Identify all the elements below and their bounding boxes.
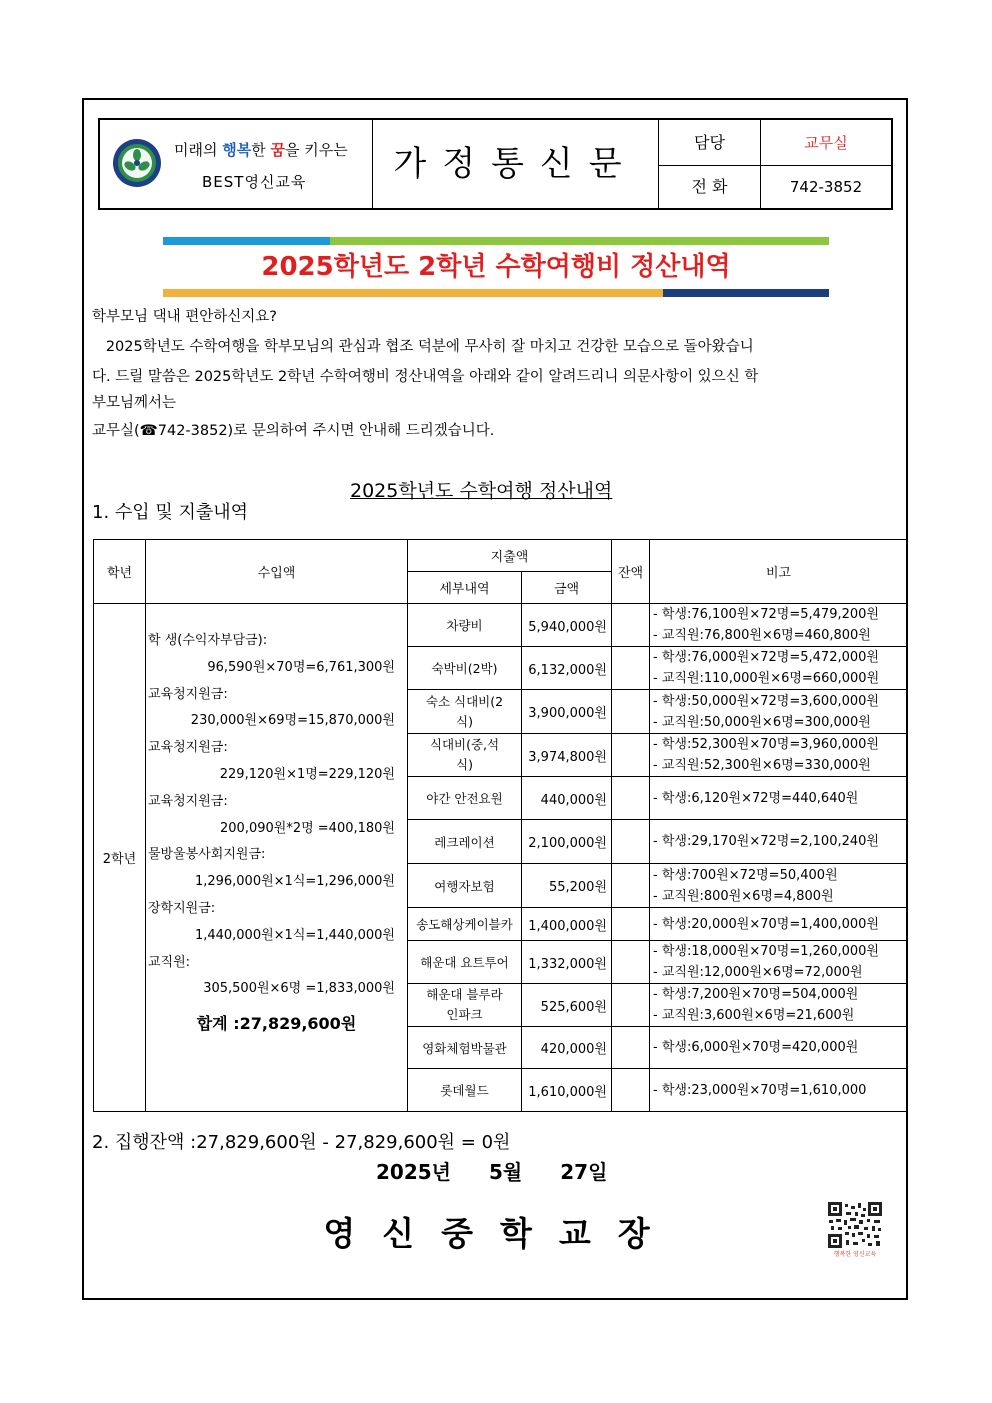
- header-expense: 지출액: [408, 540, 612, 572]
- expense-item: 롯데월드: [408, 1069, 522, 1112]
- note-cell: [650, 820, 908, 864]
- expense-amount: 420,000원: [522, 1027, 612, 1069]
- intro-line-5: 교무실(☎742-3852)로 문의하여 주시면 안내해 드리겠습니다.: [92, 423, 495, 439]
- school-motto-cell: [100, 120, 373, 208]
- note-line: - 학생:18,000원×70명=1,260,000원: [653, 944, 879, 959]
- note-line: - 교직원:110,000원×6명=660,000원: [653, 671, 880, 686]
- header-income: 수입액: [146, 540, 408, 604]
- phone-label: 전 화: [659, 166, 761, 208]
- balance-cell: [612, 734, 650, 777]
- main-title: 2025학년도 2학년 수학여행비 정산내역: [261, 252, 731, 282]
- balance-cell: [612, 908, 650, 941]
- title-bar-bottom-navy: [663, 289, 829, 297]
- income-label: 교육청지원금:: [148, 793, 228, 809]
- intro-line-1: 학부모님 댁내 편안하신지요?: [92, 309, 277, 325]
- note-cell: [650, 1069, 908, 1112]
- note-cell: [650, 864, 908, 908]
- income-detail: 200,090원*2명 =400,180원: [220, 820, 395, 836]
- incharge-label: 담당: [659, 120, 761, 166]
- expense-item: 야간 안전요원: [408, 777, 522, 820]
- note-line: - 교직원:76,800원×6명=460,800원: [653, 628, 871, 643]
- balance-cell: [612, 604, 650, 647]
- income-label: 교육청지원금:: [148, 686, 228, 702]
- expense-item: 숙박비(2박): [408, 647, 522, 690]
- expense-amount: 1,332,000원: [522, 941, 612, 984]
- expense-amount: 2,100,000원: [522, 820, 612, 864]
- title-bar-bottom-orange: [163, 289, 663, 297]
- expense-amount: 1,610,000원: [522, 1069, 612, 1112]
- note-cell: [650, 941, 908, 984]
- note-cell: [650, 734, 908, 777]
- note-line: - 학생:20,000원×70명=1,400,000원: [653, 916, 879, 932]
- motto-line1: 미래의 행복한 꿈을 키우는: [174, 141, 348, 159]
- note-line: - 교직원:52,300원×6명=330,000원: [653, 758, 871, 773]
- income-label: 물방울봉사회지원금:: [148, 847, 266, 863]
- income-label: 교직원:: [148, 954, 191, 970]
- header-note: 비고: [650, 540, 908, 604]
- expense-item: 해운대 요트투어: [408, 941, 522, 984]
- qr-caption: 행복한 영신교육: [833, 1251, 877, 1258]
- income-detail: 229,120원×1명=229,120원: [219, 766, 395, 782]
- incharge-value: 교무실: [761, 120, 891, 166]
- note-line: - 학생:6,000원×70명=420,000원: [653, 1040, 859, 1055]
- header-amount: 금액: [522, 572, 612, 604]
- expense-item: 식대비(중,석식): [408, 734, 522, 777]
- note-line: - 학생:700원×72명=50,400원: [653, 867, 838, 883]
- expense-item: 해운대 블루라인파크: [408, 984, 522, 1027]
- income-total: 합계 :27,829,600원: [196, 1014, 357, 1034]
- balance-cell: [612, 1027, 650, 1069]
- expense-item: 여행자보험: [408, 864, 522, 908]
- note-line: - 학생:50,000원×72명=3,600,000원: [653, 693, 879, 709]
- title-bar-top-green: [330, 237, 829, 245]
- header-detail: 세부내역: [408, 572, 522, 604]
- note-line: - 학생:6,120원×72명=440,640원: [653, 790, 859, 806]
- income-label: 교육청지원금:: [148, 740, 228, 756]
- section-2-remaining-balance: 2. 집행잔액 :27,829,600원 - 27,829,600원 = 0원: [92, 1132, 511, 1153]
- note-cell: [650, 908, 908, 941]
- note-line: - 학생:52,300원×70명=3,960,000원: [653, 737, 879, 752]
- settlement-table: [93, 539, 908, 1112]
- expense-item: 송도해상케이블카: [408, 908, 522, 941]
- expense-amount: 525,600원: [522, 984, 612, 1027]
- income-detail: 230,000원×69명=15,870,000원: [190, 713, 395, 729]
- expense-item: 차량비: [408, 604, 522, 647]
- income-detail: 305,500원×6명 =1,833,000원: [203, 981, 395, 997]
- note-line: - 학생:29,170원×72명=2,100,240원: [653, 834, 879, 849]
- letter-header: [98, 118, 893, 210]
- expense-amount: 55,200원: [522, 864, 612, 908]
- balance-cell: [612, 690, 650, 734]
- phone-value: 742-3852: [789, 178, 863, 196]
- note-cell: [650, 1027, 908, 1069]
- issue-date: [376, 1156, 645, 1185]
- intro-line-4: 부모님께서는: [92, 395, 177, 411]
- date-month: 5월: [488, 1160, 523, 1184]
- note-line: - 교직원:50,000원×6명=300,000원: [653, 714, 871, 730]
- principal-signature: 영신중학교장: [323, 1214, 677, 1253]
- note-line: - 학생:7,200원×70명=504,000원: [653, 987, 859, 1002]
- note-line: - 교직원:800원×6명=4,800원: [653, 888, 834, 904]
- expense-amount: 3,900,000원: [522, 690, 612, 734]
- settlement-subtitle: 2025학년도 수학여행 정산내역: [350, 480, 613, 502]
- date-day: 27일: [560, 1160, 608, 1184]
- income-detail: 1,296,000원×1식=1,296,000원: [194, 874, 395, 890]
- date-year: 2025년: [376, 1160, 451, 1184]
- expense-item: 숙소 식대비(2식): [408, 690, 522, 734]
- balance-cell: [612, 984, 650, 1027]
- income-detail: 1,440,000원×1식=1,440,000원: [194, 927, 395, 943]
- intro-line-2: 2025학년도 수학여행을 학부모님의 관심과 협조 덕분에 무사히 잘 마치고 건강한 모습으로 돌아왔습니: [92, 339, 754, 355]
- motto-line2: BEST영신교육: [202, 173, 307, 191]
- table-row: [94, 604, 908, 647]
- note-cell: [650, 777, 908, 820]
- qr-code-icon[interactable]: [822, 1202, 888, 1258]
- note-cell: [650, 647, 908, 690]
- expense-amount: 1,400,000원: [522, 908, 612, 941]
- expense-amount: 440,000원: [522, 777, 612, 820]
- balance-cell: [612, 864, 650, 908]
- expense-item: 레크레이션: [408, 820, 522, 864]
- expense-amount: 3,974,800원: [522, 734, 612, 777]
- income-cell: [146, 604, 408, 1112]
- expense-amount: 5,940,000원: [522, 604, 612, 647]
- balance-cell: [612, 820, 650, 864]
- school-emblem-icon: [112, 138, 162, 188]
- balance-cell: [612, 1069, 650, 1112]
- income-detail: 96,590원×70명=6,761,300원: [207, 659, 395, 675]
- note-line: - 교직원:3,600원×6명=21,600원: [653, 1008, 855, 1023]
- balance-cell: [612, 777, 650, 820]
- header-grade: 학년: [94, 540, 146, 604]
- newsletter-title: 가정통신문: [373, 120, 659, 208]
- note-cell: [650, 604, 908, 647]
- expense-amount: 6,132,000원: [522, 647, 612, 690]
- balance-cell: [612, 647, 650, 690]
- note-line: - 학생:23,000원×70명=1,610,000: [653, 1082, 867, 1098]
- note-cell: [650, 690, 908, 734]
- note-line: - 학생:76,000원×72명=5,472,000원: [653, 650, 879, 665]
- income-label: 학 생(수익자부담금):: [148, 633, 268, 648]
- note-cell: [650, 984, 908, 1027]
- expense-item: 영화체험박물관: [408, 1027, 522, 1069]
- note-line: - 교직원:12,000원×6명=72,000원: [653, 965, 863, 980]
- grade-cell: 2학년: [94, 604, 146, 1112]
- header-balance: 잔액: [612, 540, 650, 604]
- note-line: - 학생:76,100원×72명=5,479,200원: [653, 607, 879, 622]
- income-label: 장학지원금:: [148, 900, 216, 916]
- intro-line-3: 다. 드릴 말씀은 2025학년도 2학년 수학여행비 정산내역을 아래와 같이 알려드리니 의문사항이 있으신 학: [92, 369, 759, 385]
- title-bar-top-blue: [163, 237, 330, 245]
- balance-cell: [612, 941, 650, 984]
- section-1-heading: 1. 수입 및 지출내역: [92, 502, 249, 523]
